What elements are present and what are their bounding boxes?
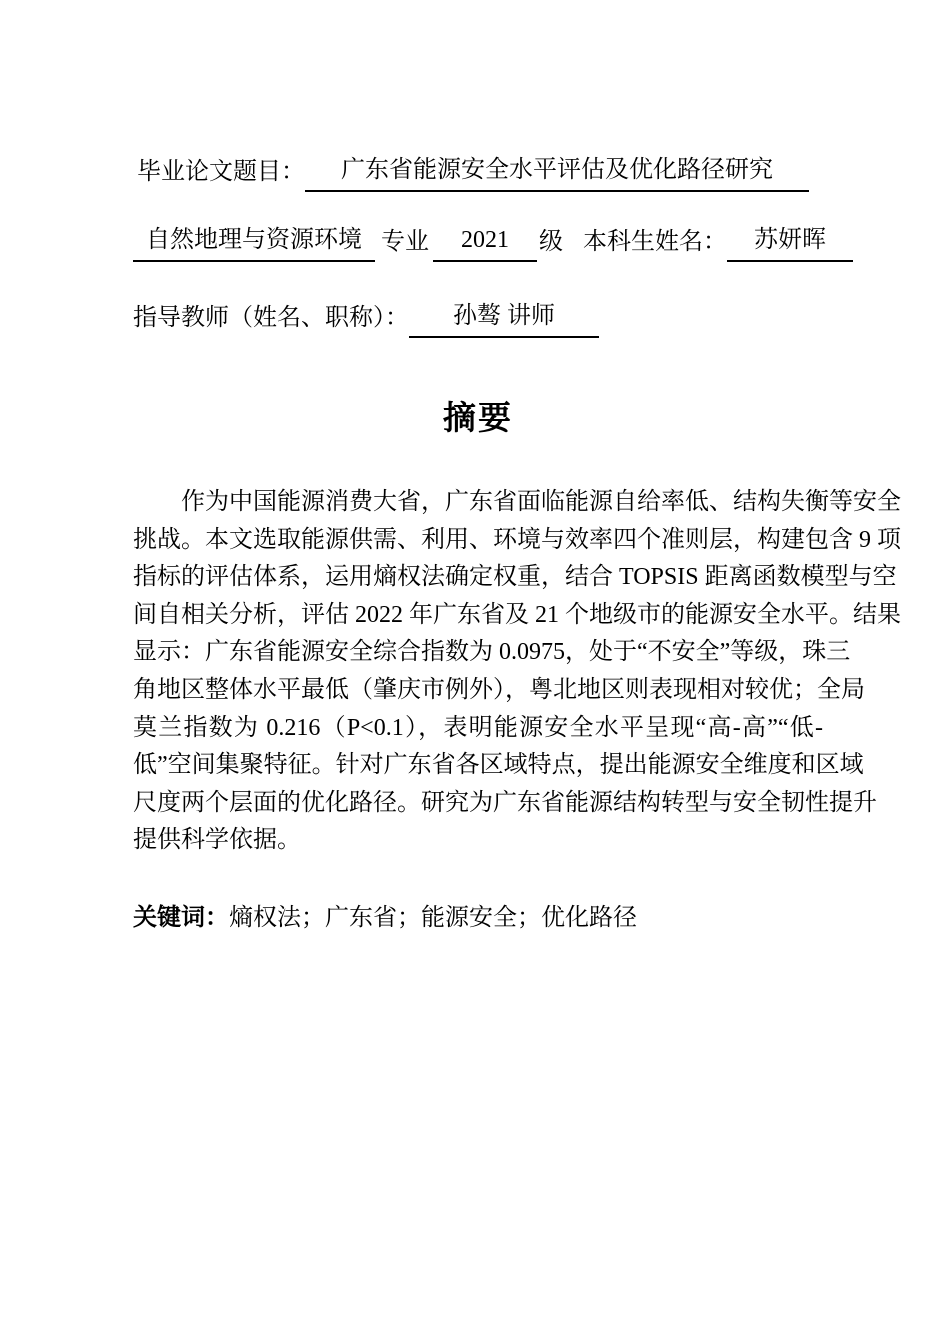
advisor-label: 指导教师（姓名、职称）： bbox=[133, 305, 409, 331]
thesis-title-row bbox=[133, 150, 823, 192]
abstract-line: 挑战。本文选取能源供需、利用、环境与效率四个准则层，构建包含 9 项 bbox=[133, 526, 901, 553]
abstract-line: 角地区整体水平最低（肇庆市例外），粤北地区则表现相对较优；全局 bbox=[133, 676, 865, 703]
grade-value: 2021 bbox=[461, 227, 509, 253]
keywords-label: 关键词： bbox=[133, 904, 229, 931]
student-name-value: 苏妍晖 bbox=[754, 227, 826, 253]
keywords-row bbox=[133, 898, 823, 938]
abstract-line: 间自相关分析，评估 2022 年广东省及 21 个地级市的能源安全水平。结果 bbox=[133, 601, 901, 628]
advisor-field bbox=[409, 296, 599, 338]
abstract-line: 低”空间集聚特征。针对广东省各区域特点，提出能源安全维度和区域 bbox=[133, 752, 864, 779]
abstract-heading: 摘要 bbox=[443, 399, 513, 436]
major-student-row bbox=[133, 220, 826, 262]
abstract-line: 尺度两个层面的优化路径。研究为广东省能源结构转型与安全韧性提升 bbox=[133, 789, 877, 816]
major-label: 专业 bbox=[381, 229, 429, 255]
advisor-value: 孙骜 讲师 bbox=[453, 303, 555, 329]
major-value: 自然地理与资源环境 bbox=[146, 227, 362, 253]
advisor-row bbox=[133, 296, 823, 338]
abstract-line: 指标的评估体系，运用熵权法确定权重，结合 TOPSIS 距离函数模型与空 bbox=[133, 564, 897, 591]
grade-field bbox=[433, 220, 537, 262]
student-name-label: 本科生姓名： bbox=[583, 229, 727, 255]
keywords-value: 熵权法；广东省；能源安全；优化路径 bbox=[229, 905, 637, 931]
student-name-field bbox=[727, 220, 853, 262]
abstract-line: 莫兰指数为 0.216（P<0.1），表明能源安全水平呈现“高-高”“低- bbox=[133, 714, 823, 741]
abstract-paragraph bbox=[133, 484, 901, 860]
thesis-title-field bbox=[305, 150, 809, 192]
grade-label: 级 bbox=[539, 229, 563, 255]
abstract-line: 提供科学依据。 bbox=[133, 827, 301, 854]
thesis-title-value: 广东省能源安全水平评估及优化路径研究 bbox=[341, 157, 773, 183]
major-field bbox=[133, 220, 375, 262]
thesis-title-label: 毕业论文题目： bbox=[137, 159, 305, 185]
abstract-line: 作为中国能源消费大省，广东省面临能源自给率低、结构失衡等安全 bbox=[181, 489, 901, 515]
abstract-line: 显示：广东省能源安全综合指数为 0.0975，处于“不安全”等级，珠三 bbox=[133, 639, 851, 666]
